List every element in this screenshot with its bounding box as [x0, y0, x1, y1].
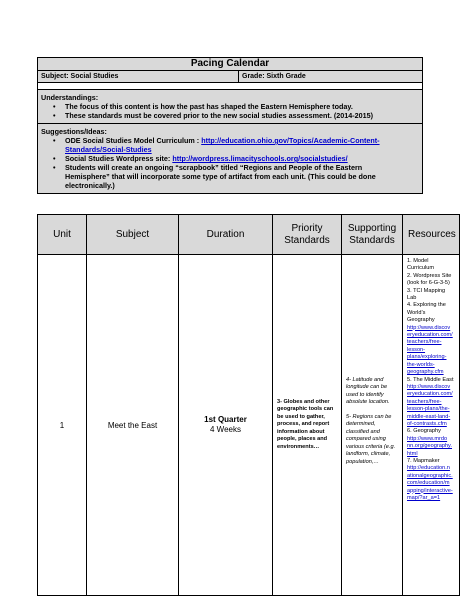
resource-link[interactable]: http://www.mrdo [407, 435, 448, 442]
resource-link[interactable]: teachers/free- [407, 398, 442, 405]
suggestion-item-scrapbook [41, 163, 419, 190]
resources-list [407, 258, 456, 502]
scrapbook-line: Students will create an ongoing “scrapbook” titled “Regions and People of the Eastern [65, 163, 363, 172]
wordpress-link[interactable]: http://wordpress.limacityschools.org/socialstudies/ [172, 154, 348, 163]
supporting-standard: 4- Latitude and longitude can be used to identify absolute location. [346, 376, 390, 406]
duration-quarter: 1st Quarter [204, 415, 247, 424]
resource-link[interactable]: middle-east-land- [407, 413, 451, 420]
resource-text: (look for 6-G-3-5) [407, 280, 450, 287]
resource-link[interactable]: nn.org/geography. [407, 443, 452, 450]
cell-supporting [342, 255, 403, 596]
resource-link[interactable]: apping/interactive- [407, 487, 453, 494]
resource-text: 4. Exploring the [407, 302, 446, 309]
suggestions-heading: Suggestions/Ideas: [41, 127, 107, 136]
resource-link[interactable]: http://www.discov [407, 383, 451, 390]
resource-text: Geography [407, 317, 435, 324]
grade-field: Grade: Sixth Grade [239, 71, 423, 83]
understandings-heading: Understandings: [41, 93, 99, 102]
pacing-table-block [37, 214, 456, 596]
resource-text: Curriculum [407, 265, 435, 272]
resource-link[interactable]: lesson-plans/the- [407, 406, 450, 413]
supporting-standard: 5- Regions can be determined, classified and compared using various criteria (e.g. landform, climate, population,… [346, 413, 396, 465]
scrapbook-line: Hemisphere” that will incorporate some type of artifact from each unit. (This could be done [65, 172, 376, 181]
resource-link[interactable]: plans/exploring- [407, 354, 447, 361]
resource-link[interactable]: geography.cfm [407, 369, 444, 376]
col-header-priority: Priority Standards [273, 215, 342, 255]
cell-resources [403, 255, 460, 596]
resource-text: 5. The Middle East [407, 376, 454, 383]
resource-text: 7. Mapmaker [407, 457, 440, 464]
col-header-unit: Unit [38, 215, 87, 255]
understanding-item: • These standards must be covered prior to the new social studies assessment. (2014-2015) [41, 111, 419, 120]
resource-text: 6. Geography [407, 428, 441, 435]
spacer-row [38, 83, 423, 90]
page-title: Pacing Calendar [38, 58, 423, 71]
cell-unit: 1 [38, 255, 87, 596]
resource-text: 3. TCI Mapping Lab [407, 287, 446, 302]
col-header-supporting: Supporting Standards [342, 215, 403, 255]
resource-link[interactable]: of-contrasts.cfm [407, 420, 447, 427]
resource-link[interactable]: map/?ar_a=1 [407, 495, 441, 501]
resource-text: 1. Model [407, 258, 429, 264]
suggestion-label: ODE Social Studies Model Curriculum : [65, 136, 202, 145]
resource-link[interactable]: com/education/m [407, 480, 450, 487]
subject-field: Subject: Social Studies [38, 71, 239, 83]
resource-link[interactable]: http://www.discov [407, 324, 451, 331]
table-header-row [38, 215, 460, 255]
resource-link[interactable]: ationalgeographic. [407, 472, 453, 479]
cell-duration [179, 255, 273, 596]
col-header-resources: Resources [403, 215, 460, 255]
resource-link[interactable]: teachers/free- [407, 339, 442, 346]
duration-weeks: 4 Weeks [210, 425, 241, 434]
table-row [38, 255, 460, 596]
understanding-item: • The focus of this content is how the past has shaped the Eastern Hemisphere today. [41, 102, 419, 111]
resource-link[interactable]: html [407, 450, 418, 457]
cell-subject: Meet the East [87, 255, 179, 596]
understandings-section [38, 90, 423, 124]
resource-text: World’s [407, 309, 426, 316]
resource-link[interactable]: http://education.n [407, 465, 450, 472]
suggestion-label: Social Studies Wordpress site: [65, 154, 173, 163]
suggestions-section [38, 124, 423, 194]
curriculum-link[interactable]: http://education.ohio.gov/Topics/Academic-Content- [201, 136, 380, 145]
suggestion-item-wordpress [41, 154, 419, 163]
curriculum-link-continued[interactable]: Standards/Social-Studies [65, 145, 152, 154]
cell-priority: 3- Globes and other geographic tools can be used to gather, process, and report information about people, places and environments… [273, 255, 342, 596]
col-header-duration: Duration [179, 215, 273, 255]
resource-link[interactable]: eryeducation.com/ [407, 391, 453, 398]
suggestion-item-curriculum [41, 136, 419, 154]
col-header-subject: Subject [87, 215, 179, 255]
pacing-table [37, 214, 460, 596]
resource-link[interactable]: eryeducation.com/ [407, 332, 453, 339]
info-table [37, 57, 423, 194]
info-block [37, 57, 423, 194]
resource-link[interactable]: the-worlds- [407, 361, 435, 368]
scrapbook-line: electronically.) [65, 181, 115, 190]
resource-text: 2. Wordpress Site [407, 272, 452, 279]
resource-link[interactable]: lesson- [407, 346, 426, 353]
